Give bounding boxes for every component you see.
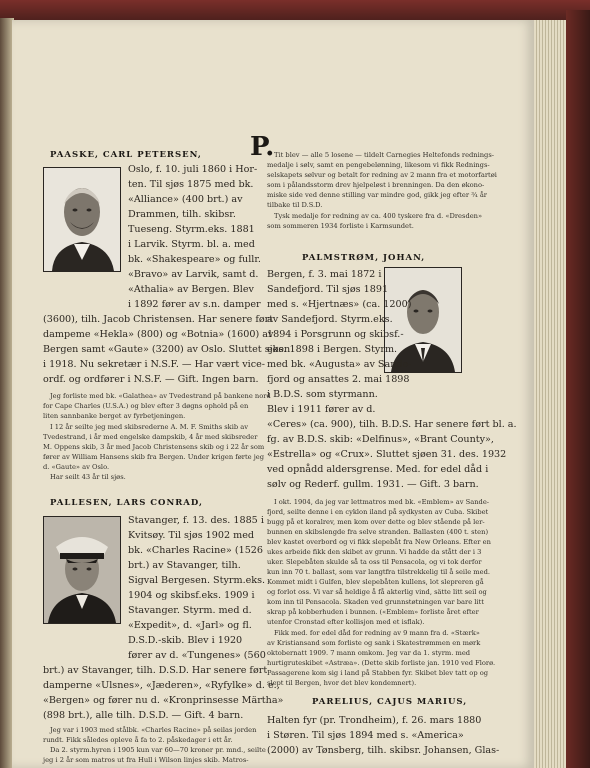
note-line: av Kristiansand som forliste og sank i Skatestrømmen en mørk — [267, 639, 481, 647]
body-line: bk. «Charles Racine» (1526 — [128, 545, 264, 556]
note-line: medalje i sølv, samt en pengebelønning, likesom vi fikk Rednings- — [267, 161, 490, 169]
body-line: sølv og Rederf. gullm. 1931. — Gift. 3 barn. — [267, 479, 479, 490]
body-line: fg. av B.D.S. skib: «Delfinus», «Brant County», — [267, 434, 494, 445]
note-line: uker. Slepebåten skulde så ta oss til Pensacola, og vi tok derfor — [267, 558, 482, 566]
note-line: miske side ved denne stilling var mindre god, gikk jeg efter ¾ år — [267, 191, 488, 199]
note-line: skrap på kobberhuden i bunnen. («Emblem» forliste året efter — [267, 608, 479, 616]
note-line: liten sannbanke berget av fyrbetjeningen. — [43, 412, 186, 420]
portrait-paaske — [43, 167, 121, 272]
note-line: for Cape Charles (U.S.A.) og blev efter 3 døgns ophold på en — [43, 402, 249, 410]
portrait-pallesen — [43, 516, 121, 624]
page-letter: P. — [250, 132, 275, 162]
body-line: Kvitsøy. Til sjøs 1902 med — [128, 530, 255, 541]
note-line: Kommet midt i Gulfen, blev slepebåten kullens, lot slepreren gå — [267, 578, 484, 586]
book-right-cover — [566, 10, 590, 768]
note-line: Jeg forliste med bk. «Galathea» av Tvedestrand på bankene nord — [50, 392, 271, 400]
body-line: med bk. «Augusta» av Sande- — [267, 359, 412, 370]
body-line: i Larvik. Styrm. bl. a. med — [128, 239, 255, 250]
body-line: «Alliance» (400 brt.) av — [128, 194, 243, 205]
entry-heading-pallesen: PALLESEN, LARS CONRAD, — [50, 498, 203, 508]
note-line: bugg på et koralrev, men kom over dette og blev stående på ler- — [267, 518, 485, 526]
body-line: D.S.D.-skib. Blev i 1920 — [128, 635, 243, 646]
entry-heading-paaske: PAASKE, CARL PETERSEN, — [50, 150, 202, 160]
note-line: bunnen en skibslengde fra selve stranden. Ballasten (400 t. sten) — [267, 528, 489, 536]
body-line: brt.) av Stavanger, tilh. — [128, 560, 241, 571]
note-line: selskapets sølvur og betalt for redning av 2 mann fra et motorfartøi — [267, 171, 497, 179]
note-line: som sommeren 1934 forliste i Karmsundet. — [267, 222, 414, 230]
note-line: kun inn 70 t. ballast, som var langtfra tilstrekkelig til å seile med. — [267, 568, 490, 576]
body-line: brt.) av Stavanger, tilh. D.S.D. Har senere ført — [43, 665, 268, 676]
body-line: «Estrella» og «Crux». Sluttet sjøen 31. des. 1932 — [267, 449, 507, 460]
body-line: Bergen, f. 3. mai 1872 i — [267, 269, 382, 280]
body-line: 1894 i Porsgrunn og skibsf.- — [267, 329, 404, 340]
note-line: oktobernatt 1909. 7 mann omkom. Jeg var da 1. styrm. med — [267, 649, 471, 657]
body-line: i B.D.S. som styrmann. — [267, 389, 378, 400]
body-line: dampeme «Hekla» (800) og «Botnia» (1600) av — [43, 329, 274, 340]
body-line: ten. Til sjøs 1875 med bk. — [128, 179, 254, 190]
note-line: Jeg var i 1903 med stålbk. «Charles Racine» på seilas jorden — [50, 726, 257, 734]
body-line: «Athalia» av Bergen. Blev — [128, 284, 254, 295]
body-line: Stavanger, f. 13. des. 1885 i — [128, 515, 264, 526]
body-line: (898 brt.), alle tilh. D.S.D. — Gift. 4 barn. — [43, 710, 244, 721]
body-line: Halten fyr (pr. Trondheim), f. 26. mars 1880 — [267, 715, 482, 726]
note-line: rundt. Fikk således opleve å fa to 2. påskedager i ett år. — [43, 736, 233, 744]
note-line: I okt. 1904, da jeg var lettmatros med bk. «Emblem» av Sande- — [274, 498, 490, 506]
body-line: ordf. og ordfører i N.S.F. — Gift. Ingen barn. — [43, 374, 259, 385]
body-line: Stavanger. Styrm. med d. — [128, 605, 252, 616]
note-line: utenfor Cronstad efter kollisjon med et isflak). — [267, 618, 425, 626]
note-line: blev kastet overbord og vi fikk slepebåt fra New Orleans. Efter en — [267, 538, 491, 546]
book-top-cover — [0, 0, 590, 22]
note-line: Tit blev — alle 5 losene — tildelt Carnegies Heltefonds rednings- — [274, 151, 495, 159]
body-line: «Expedit», d. «Jarl» og fl. — [128, 620, 252, 631]
body-line: Sandefjord. Til sjøs 1891 — [267, 284, 389, 295]
body-line: fjord og ansattes 2. mai 1898 — [267, 374, 410, 385]
body-line: eks. 1898 i Bergen. Styrm. — [267, 344, 398, 355]
note-line: kom inn til Pensacola. Skaden ved grunnstøtningen var bare litt — [267, 598, 484, 606]
entry-heading-parelius: PARELIUS, CAJUS MARIUS, — [312, 697, 468, 707]
note-line: som i pålandsstorm drev hjelpeløst i brenningen. Da den økono- — [267, 181, 485, 189]
note-line: jeg i 2 år som matros ut fra Hull i Wilson linjes skib. Matros- — [43, 756, 249, 764]
body-line: fører av d. «Tungenes» (560 — [128, 650, 266, 661]
body-line: Bergen samt «Gaute» (3200) av Oslo. Sluttet sjøen — [43, 344, 291, 355]
entry-heading-palmstrom: PALMSTRØM, JOHAN, — [302, 253, 426, 263]
body-line: (2000) av Tønsberg, tilh. skibsr. Johansen, Glas- — [267, 745, 500, 756]
note-line: tilbake til D.S.D. — [267, 201, 323, 209]
note-line: fjord, seilte denne i en cyklon iland på sydkysten av Cuba. Skibet — [267, 508, 489, 516]
note-line: Tysk medalje for redning av ca. 400 tyskere fra d. «Dresden» — [274, 212, 483, 220]
note-line: fører av William Hansens skib fra Bergen. Under krigen førte jeg — [43, 453, 265, 461]
note-line: d. «Gaute» av Oslo. — [43, 463, 110, 471]
note-line: Da 2. styrm.hyren i 1905 kun var 60—70 kroner pr. mnd., seilte — [50, 746, 266, 754]
body-line: «Bravo» av Larvik, samt d. — [128, 269, 259, 280]
body-line: «Ceres» (ca. 900), tilh. B.D.S. Har senere ført bl. a. — [267, 419, 517, 430]
note-line: Passagerene kom sig i land på Stabben fyr. Skibet blev tatt op og — [267, 669, 489, 677]
body-line: i 1892 fører av s.n. damper — [128, 299, 261, 310]
note-line: og forlot oss. Vi var så heldige å få akterlig vind, sätte litt seil og — [267, 588, 487, 596]
note-line: slept til Bergen, hvor det blev kondemnert). — [267, 679, 417, 687]
body-line: med s. «Hjertnæs» (ca. 1200) — [267, 299, 412, 310]
body-line: bk. «Shakespeare» og fullr. — [128, 254, 261, 265]
body-line: 1904 og skibsf.eks. 1909 i — [128, 590, 255, 601]
note-line: Fikk med. for edel dåd for redning av 9 mann fra d. «Stærk» — [274, 629, 480, 637]
body-line: av Sandefjord. Styrm.eks. — [267, 314, 393, 325]
body-line: Blev i 1911 fører av d. — [267, 404, 376, 415]
book-page — [12, 20, 534, 768]
body-line: Oslo, f. 10. juli 1860 i Hor- — [128, 164, 258, 175]
body-line: Tueseng. Styrm.eks. 1881 — [128, 224, 255, 235]
body-line: damperne «Ulsnes», «Jæderen», «Ryfylke» d. e., — [43, 680, 280, 691]
book-page-edges — [528, 20, 568, 768]
note-line: M. Oppens skib, 3 år med Jacob Christensens skib og i 22 år som — [43, 443, 265, 451]
body-line: i 1918. Nu sekretær i N.S.F. — Har vært vice- — [43, 359, 266, 370]
note-line: I 12 år seilte jeg med skibsrederne A. M. F. Smiths skib av — [50, 423, 249, 431]
body-line: «Bergen» og fører nu d. «Kronprinsesse Märtha» — [43, 695, 284, 706]
body-line: i Støren. Til sjøs 1894 med s. «America» — [267, 730, 464, 741]
note-line: Har seilt 43 år til sjøs. — [50, 473, 126, 481]
note-line: Tvedestrand, i år med engelske dampskib, 4 år med skibsreder — [43, 433, 258, 441]
note-line: ukes arbeide fikk den skibet av grunn. Vi hadde da stått der i 3 — [267, 548, 482, 556]
body-line: Drammen, tilh. skibsr. — [128, 209, 236, 220]
body-line: Sigval Bergesen. Styrm.eks. — [128, 575, 266, 586]
body-line: (3600), tilh. Jacob Christensen. Har senere ført — [43, 314, 274, 325]
body-line: ved opnådd aldersgrense. Med. for edel dåd i — [267, 464, 489, 475]
note-line: hurtigruteskibet «Astræa». (Dette skib forliste jan. 1910 ved Florø. — [267, 659, 496, 667]
